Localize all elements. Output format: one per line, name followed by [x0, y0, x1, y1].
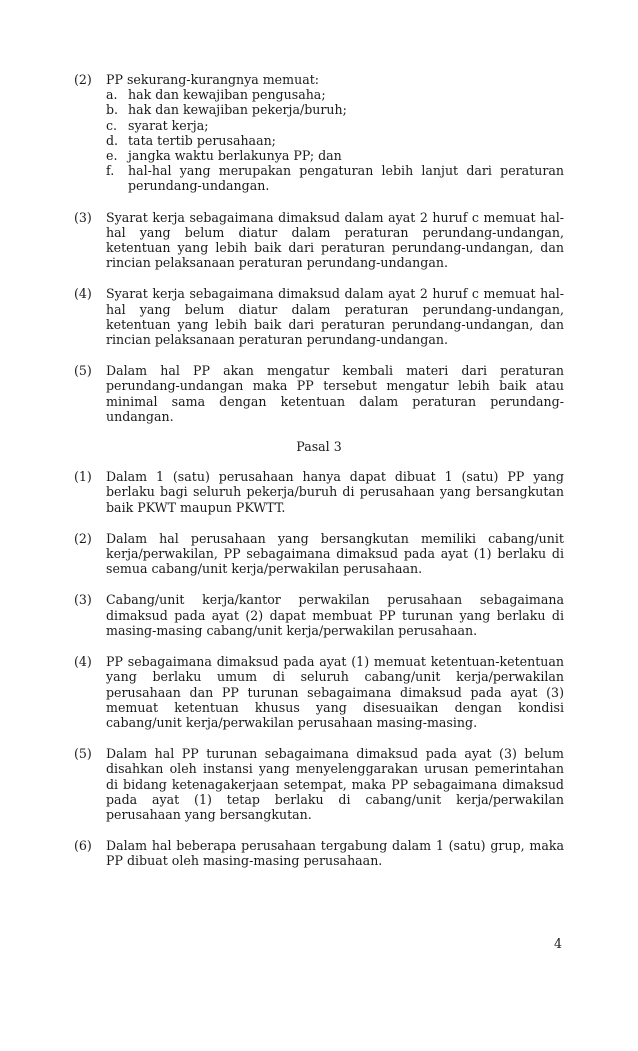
sub-item-letter: a. [106, 87, 118, 103]
item-intro: PP sekurang-kurangnya memuat: [106, 72, 320, 87]
item-number: (2) [74, 72, 92, 87]
sub-item-f [106, 163, 564, 193]
item-number: (3) [74, 209, 92, 225]
sub-item-b [106, 102, 564, 117]
item-number: (5) [74, 746, 92, 762]
item-body: PP sebagaimana dimaksud pada ayat (1) memuat ketentuan-ketentuan yang berlaku umum di seluruh cabang/unit kerja/perwakilan perusahaan dan PP turunan sebagaimana dimaksud pada ayat (3) memuat ketentuan khusus yang disesuaikan dengan kondisi cabang/unit kerja/perwakilan perusahaan masing-masing. [106, 654, 564, 730]
sub-item-a [106, 87, 564, 102]
sub-item-text: tata tertib perusahaan; [128, 132, 276, 148]
sub-item-text: jangka waktu berlakunya PP; dan [128, 148, 342, 164]
item-body: Dalam hal PP turunan sebagaimana dimaksud pada ayat (3) belum disahkan oleh instansi yang menyelenggarakan urusan pemerintahan di bidang ketenagakerjaan setempat, maka PP sebagaimana dimaksud pada ayat (1) tetap berlaku di cabang/unit kerja/perwakilan perusahaan yang bersangkutan. [106, 746, 564, 822]
item-number: (3) [74, 592, 92, 608]
item-number: (6) [74, 838, 92, 854]
sub-item-d [106, 133, 564, 148]
article-item-4 [74, 286, 564, 347]
item-body: Dalam hal perusahaan yang bersangkutan memiliki cabang/unit kerja/perwakilan, PP sebagaimana dimaksud pada ayat (1) berlaku di semua cabang/unit kerja/perwakilan perusahaan. [106, 530, 564, 577]
pasal3-item-6 [74, 838, 564, 868]
item-body: Dalam hal beberapa perusahaan tergabung dalam 1 (satu) grup, maka PP dibuat oleh masing-masing perusahaan. [106, 838, 564, 869]
item-body: Syarat kerja sebagaimana dimaksud dalam ayat 2 huruf c memuat hal-hal yang belum diatur dalam peraturan perundang-undangan, ketentuan yang lebih baik dari peraturan perundang-undangan, dan rincian pelaksanaan peraturan perundang-undangan. [106, 209, 564, 271]
sub-item-letter: f. [106, 163, 115, 179]
document-content [74, 72, 564, 885]
item-body: Cabang/unit kerja/kantor perwakilan perusahaan sebagaimana dimaksud pada ayat (2) dapat membuat PP turunan yang berlaku di masing-masing cabang/unit kerja/perwakilan perusahaan. [106, 592, 564, 638]
pasal3-item-2 [74, 531, 564, 577]
sub-item-c [106, 118, 564, 133]
pasal3-item-3 [74, 592, 564, 638]
pasal3-item-5 [74, 746, 564, 822]
sub-item-text: hak dan kewajiban pekerja/buruh; [128, 102, 347, 118]
pasal-heading: Pasal 3 [296, 439, 342, 455]
item-number: (5) [74, 363, 92, 379]
item-body: Dalam hal PP akan mengatur kembali materi dari peraturan perundang-undangan maka PP tersebut mengatur lebih baik atau minimal sama dengan ketentuan dalam peraturan perundang-undangan. [106, 363, 564, 424]
sub-item-text: syarat kerja; [128, 117, 209, 133]
article-item-5 [74, 363, 564, 424]
sub-item-text: hak dan kewajiban pengusaha; [128, 87, 326, 103]
article-item-2 [74, 72, 564, 194]
sub-item-letter: b. [106, 102, 119, 118]
item-number: (2) [74, 530, 92, 546]
sub-list [106, 87, 564, 193]
item-body [106, 72, 564, 194]
sub-item-letter: e. [106, 148, 118, 164]
page-number: 4 [553, 936, 562, 951]
pasal3-item-4 [74, 654, 564, 730]
item-number: (1) [74, 469, 92, 485]
article-item-3 [74, 210, 564, 271]
sub-item-letter: d. [106, 132, 119, 148]
sub-item-letter: c. [106, 117, 118, 133]
item-number: (4) [74, 654, 92, 670]
sub-item-e [106, 148, 564, 163]
item-number: (4) [74, 286, 92, 302]
item-body: Syarat kerja sebagaimana dimaksud dalam ayat 2 huruf c memuat hal-hal yang belum diatur dalam peraturan perundang-undangan, ketentuan yang lebih baik dari peraturan perundang-undangan, dan rincian pelaksanaan peraturan perundang-undangan. [106, 286, 564, 348]
item-body: Dalam 1 (satu) perusahaan hanya dapat dibuat 1 (satu) PP yang berlaku bagi seluruh pekerja/buruh di perusahaan yang bersangkutan baik PKWT maupun PKWTT. [106, 469, 564, 515]
pasal3-item-1 [74, 469, 564, 515]
sub-item-text: hal-hal yang merupakan pengaturan lebih lanjut dari peraturan perundang-undangan. [128, 163, 564, 194]
